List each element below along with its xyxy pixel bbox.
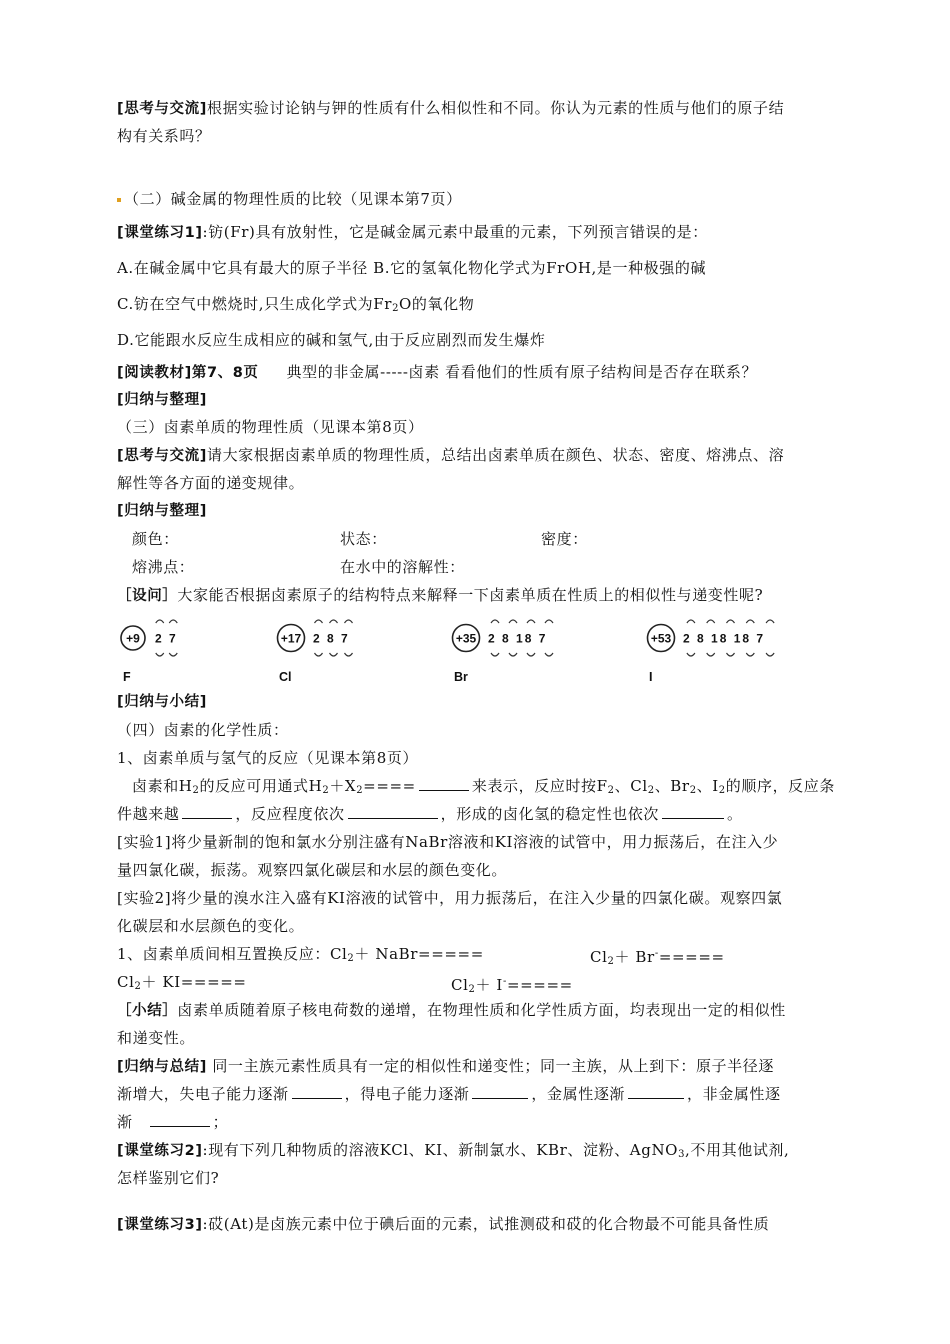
- conclusion-end: 渐 ；: [117, 1113, 229, 1131]
- reaction-with-hydrogen-heading: 1、卤素单质与氢气的反应（见课本第8页）: [117, 749, 419, 767]
- shell-arc-bottom: [766, 653, 774, 656]
- shell-arc-bottom: [169, 653, 177, 656]
- shell-arc-top: [169, 620, 177, 623]
- discussion-2-cont: 解性等各方面的递变规律。: [117, 474, 305, 492]
- shell-arc-top: [727, 620, 735, 623]
- shell-arc-top: [766, 620, 774, 623]
- shell-arc-bottom: [330, 653, 338, 656]
- nuclear-charge: +17: [280, 631, 302, 646]
- shell-arc-top: [687, 620, 695, 623]
- short-summary-cont: 和递变性。: [117, 1029, 196, 1047]
- discussion-1: [思考与交流]根据实验讨论钠与钾的性质有什么相似性和不同。你认为元素的性质与他们的原子结: [117, 99, 785, 117]
- hydrogen-reaction-text: 卤素和$H_2$的反应可用通式$H_2+X_2====$ 来表示，反应时按$F_2$、$Cl_2$、$Br_2$、$I_2$的顺序，反应条: [132, 777, 835, 796]
- displacement-reaction-3: $Cl_2+ KI=====$: [117, 973, 247, 992]
- shell-arc-top: [491, 620, 499, 623]
- shell-arc-top: [527, 620, 535, 623]
- electron-shells: 2 8 18 18 7: [683, 631, 766, 646]
- conclusion-cont: 渐增大，失电子能力逐渐 ，得电子能力逐渐 ，金属性逐渐 ，非金属性逐: [117, 1085, 781, 1103]
- shell-arc-bottom: [509, 653, 517, 656]
- blank-degree[interactable]: [348, 804, 438, 819]
- shell-arc-top: [509, 620, 517, 623]
- shell-arc-bottom: [527, 653, 535, 656]
- halogen-atom-structures: [117, 611, 837, 689]
- element-symbol: I: [649, 670, 653, 684]
- section-4-heading: （四）卤素的化学性质：: [117, 721, 289, 739]
- shell-arc-bottom: [687, 653, 695, 656]
- density-label: 密度：: [541, 530, 588, 548]
- exercise-2: [课堂练习2]:现有下列几种物质的溶液KCl、KI、新制氯水、KBr、淀粉、AgNO$_3$,不用其他试剂,: [117, 1141, 790, 1160]
- option-d: D.它能跟水反应生成相应的碱和氢气,由于反应剧烈而发生爆炸: [117, 331, 546, 349]
- hydrogen-reaction-cont: 件越来越 ，反应程度依次 ，形成的卤化氢的稳定性也依次 。: [117, 805, 743, 823]
- experiment-1-cont: 量四氯化碳，振荡。观察四氯化碳层和水层的颜色变化。: [117, 861, 508, 879]
- displacement-reaction-2: $Cl_2+ Br^-=====$: [590, 948, 725, 967]
- state-label: 状态：: [340, 530, 387, 548]
- electron-shells: 2 7: [155, 631, 178, 646]
- element-symbol: F: [123, 670, 131, 684]
- shell-arc-top: [330, 620, 338, 623]
- shell-arc-bottom: [315, 653, 323, 656]
- blank-condition[interactable]: [182, 804, 232, 819]
- blank-gain-electrons[interactable]: [472, 1084, 528, 1099]
- discussion-2: [思考与交流]请大家根据卤素单质的物理性质，总结出卤素单质在颜色、状态、密度、熔沸点、溶: [117, 446, 785, 464]
- summary-heading-1: [归纳与整理]: [117, 392, 207, 408]
- conclusion: [归纳与总结] 同一主族元素性质具有一定的相似性和递变性；同一主族，从上到下：原子半径逐: [117, 1057, 774, 1075]
- summary-heading-2: [归纳与整理]: [117, 503, 207, 519]
- melting-point-label: 熔沸点：: [132, 558, 195, 576]
- question: ［设问］大家能否根据卤素原子的结构特点来解释一下卤素单质在性质上的相似性与递变性呢?: [117, 586, 764, 604]
- electron-shells: 2 8 7: [313, 631, 350, 646]
- displacement-reaction-1: 1、卤素单质间相互置换反应：$Cl_2+$ NaBr=====: [117, 945, 484, 964]
- blank-equation[interactable]: [419, 776, 469, 791]
- shell-arc-bottom: [345, 653, 353, 656]
- blank-metallic[interactable]: [628, 1084, 684, 1099]
- experiment-1: [实验1]将少量新制的饱和氯水分别注盛有NaBr溶液和KI溶液的试管中，用力振荡后，在注入少: [117, 833, 779, 851]
- solubility-label: 在水中的溶解性：: [340, 558, 465, 576]
- experiment-2: [实验2]将少量的溴水注入盛有KI溶液的试管中，用力振荡后，在注入少量的四氯化碳。观察四氯: [117, 889, 783, 907]
- discussion-1-cont: 构有关系吗？: [117, 127, 211, 145]
- short-summary: ［小结］卤素单质随着原子核电荷数的递增，在物理性质和化学性质方面，均表现出一定的相似性: [117, 1001, 786, 1019]
- shell-arc-bottom: [156, 653, 164, 656]
- blank-stability[interactable]: [662, 804, 724, 819]
- shell-arc-bottom: [746, 653, 754, 656]
- element-symbol: Cl: [279, 670, 292, 684]
- color-label: 颜色：: [132, 530, 179, 548]
- shell-arc-bottom: [707, 653, 715, 656]
- exercise-2-cont: 怎样鉴别它们?: [117, 1169, 220, 1187]
- shell-arc-top: [345, 620, 353, 623]
- displacement-reaction-4: $Cl_2+ I^-=====$: [451, 976, 573, 995]
- nuclear-charge: +53: [650, 631, 672, 646]
- option-c: C.钫在空气中燃烧时,只生成化学式为$Fr_2O$的氧化物: [117, 295, 475, 314]
- blank-lose-electrons[interactable]: [292, 1084, 342, 1099]
- nuclear-charge: +9: [126, 631, 140, 646]
- shell-arc-top: [707, 620, 715, 623]
- reading-material: [阅读教材]第7、8页 典型的非金属-----卤素 看看他们的性质有原子结构间是否存在联系？: [117, 363, 758, 381]
- element-symbol: Br: [454, 670, 468, 684]
- shell-arc-top: [746, 620, 754, 623]
- shell-arc-bottom: [727, 653, 735, 656]
- blank-nonmetallic[interactable]: [150, 1112, 210, 1127]
- shell-arc-top: [315, 620, 323, 623]
- option-a-b: A.在碱金属中它具有最大的原子半径 B.它的氢氧化物化学式为FrOH,是一种极强的碱: [117, 259, 707, 277]
- section-3-heading: （三）卤素单质的物理性质（见课本第8页）: [117, 418, 424, 436]
- exercise-3: [课堂练习3]:砹(At)是卤族元素中位于碘后面的元素，试推测砹和砹的化合物最不可能具备性质: [117, 1215, 770, 1233]
- shell-arc-top: [545, 620, 553, 623]
- nuclear-charge: +35: [455, 631, 477, 646]
- experiment-2-cont: 化碳层和水层颜色的变化。: [117, 917, 305, 935]
- shell-arc-top: [156, 620, 164, 623]
- summary-heading-3: [归纳与小结]: [117, 694, 207, 710]
- exercise-1: [课堂练习1]:钫(Fr)具有放射性，它是碱金属元素中最重的元素，下列预言错误的是：: [117, 223, 708, 241]
- electron-shells: 2 8 18 7: [488, 631, 548, 646]
- section-2-heading: （二）碱金属的物理性质的比较（见课本第7页）: [117, 189, 462, 209]
- bullet-mark: [117, 198, 121, 202]
- shell-arc-bottom: [491, 653, 499, 656]
- shell-arc-bottom: [545, 653, 553, 656]
